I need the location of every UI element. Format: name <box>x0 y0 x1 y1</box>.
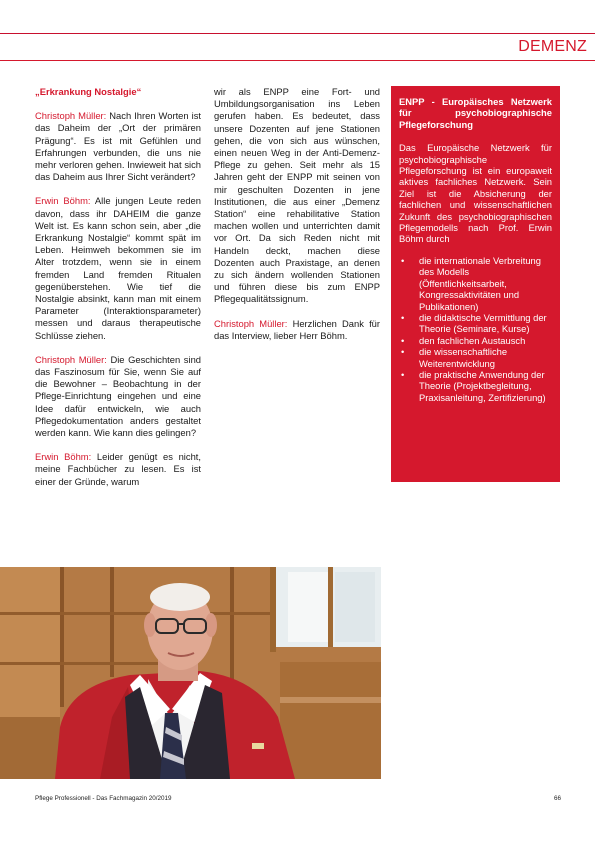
paragraph-text: wir als ENPP eine Fort- und Umbildungsorganisation ins Leben gerufen haben. Es bedeutet, dass unsere Dozenten auf jene Stationen gehen, die von sich aus wünschen, einen neuen Weg in der Anti-Demenz-Pflege zu gehen. Seit mehr als 15 Jahren geht der ENPP mit seinen von mir geschulten Dozenten in jene Institutionen, die aus einer „Demenz Station“ eine rehabilitative Station machen wollen und unterrichten damit vor Ort. Da sich Reden nicht mit Handeln deckt, machen diese Dozenten auch Praxistage, an denen zu sich ändern wollenden Stationen und führen diese bis zum ENPP Pflegequalitätssignum. <box>214 86 380 305</box>
speaker-label: Christoph Müller: <box>214 317 288 329</box>
speaker-label: Erwin Böhm: <box>35 451 92 463</box>
page-number: 66 <box>553 795 561 802</box>
list-item-text: die didaktische Vermittlung der Theorie (Seminare, Kurse) <box>419 311 547 335</box>
list-item-text: den fachlichen Austausch <box>419 334 526 346</box>
list-item-text: die praktische Anwendung der Theorie (Projektbegleitung, Praxisanleitung, Zertifizierung) <box>419 368 546 403</box>
paragraph <box>35 110 201 183</box>
list-item <box>399 312 552 335</box>
list-item <box>399 369 552 403</box>
paragraph-text: Die Geschichten sind das Faszinosum für Sie, wenn Sie auf die Bewohner – Beobachtung in der Pflege-Einrichtung eingehen und eine Idee dafür entwickeln, wie auch Pflegedokumentation anders gestaltet werden kann. Wie kann dies gelingen? <box>35 353 201 439</box>
info-box-title: ENPP - Europäisches Netzwerk für psychobiographische Pflegeforschung <box>399 96 552 130</box>
bullet-icon: • <box>401 334 405 346</box>
subheading: „Erkrankung Nostalgie“ <box>35 86 142 97</box>
bullet-icon: • <box>401 368 405 380</box>
paragraph <box>35 195 201 341</box>
header-rule <box>0 60 595 61</box>
paragraph-text: Leider genügt es nicht, meine Fachbücher zu lesen. Es ist einer der Gründe, warum <box>35 451 201 487</box>
top-rule <box>0 33 595 34</box>
section-title: DEMENZ <box>518 38 587 55</box>
list-item <box>399 335 552 346</box>
paragraph <box>35 451 201 488</box>
info-box-text: Das Europäische Netzwerk für psychobiographische Pflegeforschung ist ein europaweit aktives fachliches Netzwerk. Sein Ziel ist die Absicherung der fachlichen und wissenschaftlichen Zukunft des psychobiographischen Pflegemodells nach Prof. Erwin Böhm durch <box>399 142 552 245</box>
paragraph-text: Alle jungen Leute reden davon, dass ihr DAHEIM die ganze Welt ist. Es kann schon sein, aber „die Erkrankung Nostalgie“ kommt spät im Leben. Heimweh bekommen sie im Alter trotzdem, wenn sie in einem fremden Land fremden Ritualen gegenüberstehen. Wie tief die Nostalgie absinkt, kann man mit einem Parameter (Interaktionsparameter) messen und daraus therapeutische Schlüsse ziehen. <box>35 195 201 341</box>
list-item-text: die internationale Verbreitung des Modells (Öffentlichkeitsarbeit, Kongressaktivitäten und Publikationen) <box>419 254 541 312</box>
list-item <box>399 346 552 369</box>
footer-publication: Pflege Professionell - Das Fachmagazin 20/2019 <box>35 795 172 802</box>
bullet-icon: • <box>401 254 405 266</box>
list-item-text: die wissenschaftliche Weiterentwicklung <box>419 346 508 369</box>
article-column-1 <box>35 86 201 500</box>
list-item <box>399 255 552 312</box>
speaker-label: Christoph Müller: <box>35 353 107 365</box>
paragraph <box>214 318 380 342</box>
bullet-icon: • <box>401 311 405 323</box>
info-box-list <box>399 255 552 403</box>
article-column-2 <box>214 86 380 354</box>
bullet-icon: • <box>401 346 405 358</box>
info-box <box>391 86 560 482</box>
paragraph <box>35 354 201 439</box>
portrait-photo <box>0 567 381 779</box>
speaker-label: Erwin Böhm: <box>35 195 91 207</box>
paragraph <box>214 86 380 306</box>
speaker-label: Christoph Müller: <box>35 110 107 122</box>
paragraph-text: Nach Ihren Worten ist das Daheim der „Ort der primären Prägung“. Es ist mit Gefühlen und Erfahrungen verbunden, die uns nie mehr verloren gehen. Inwieweit hat sich das Daheim aus Ihrer Sicht verändert? <box>35 110 201 183</box>
paragraph-text: Herzlichen Dank für das Interview, lieber Herr Böhm. <box>214 317 381 341</box>
